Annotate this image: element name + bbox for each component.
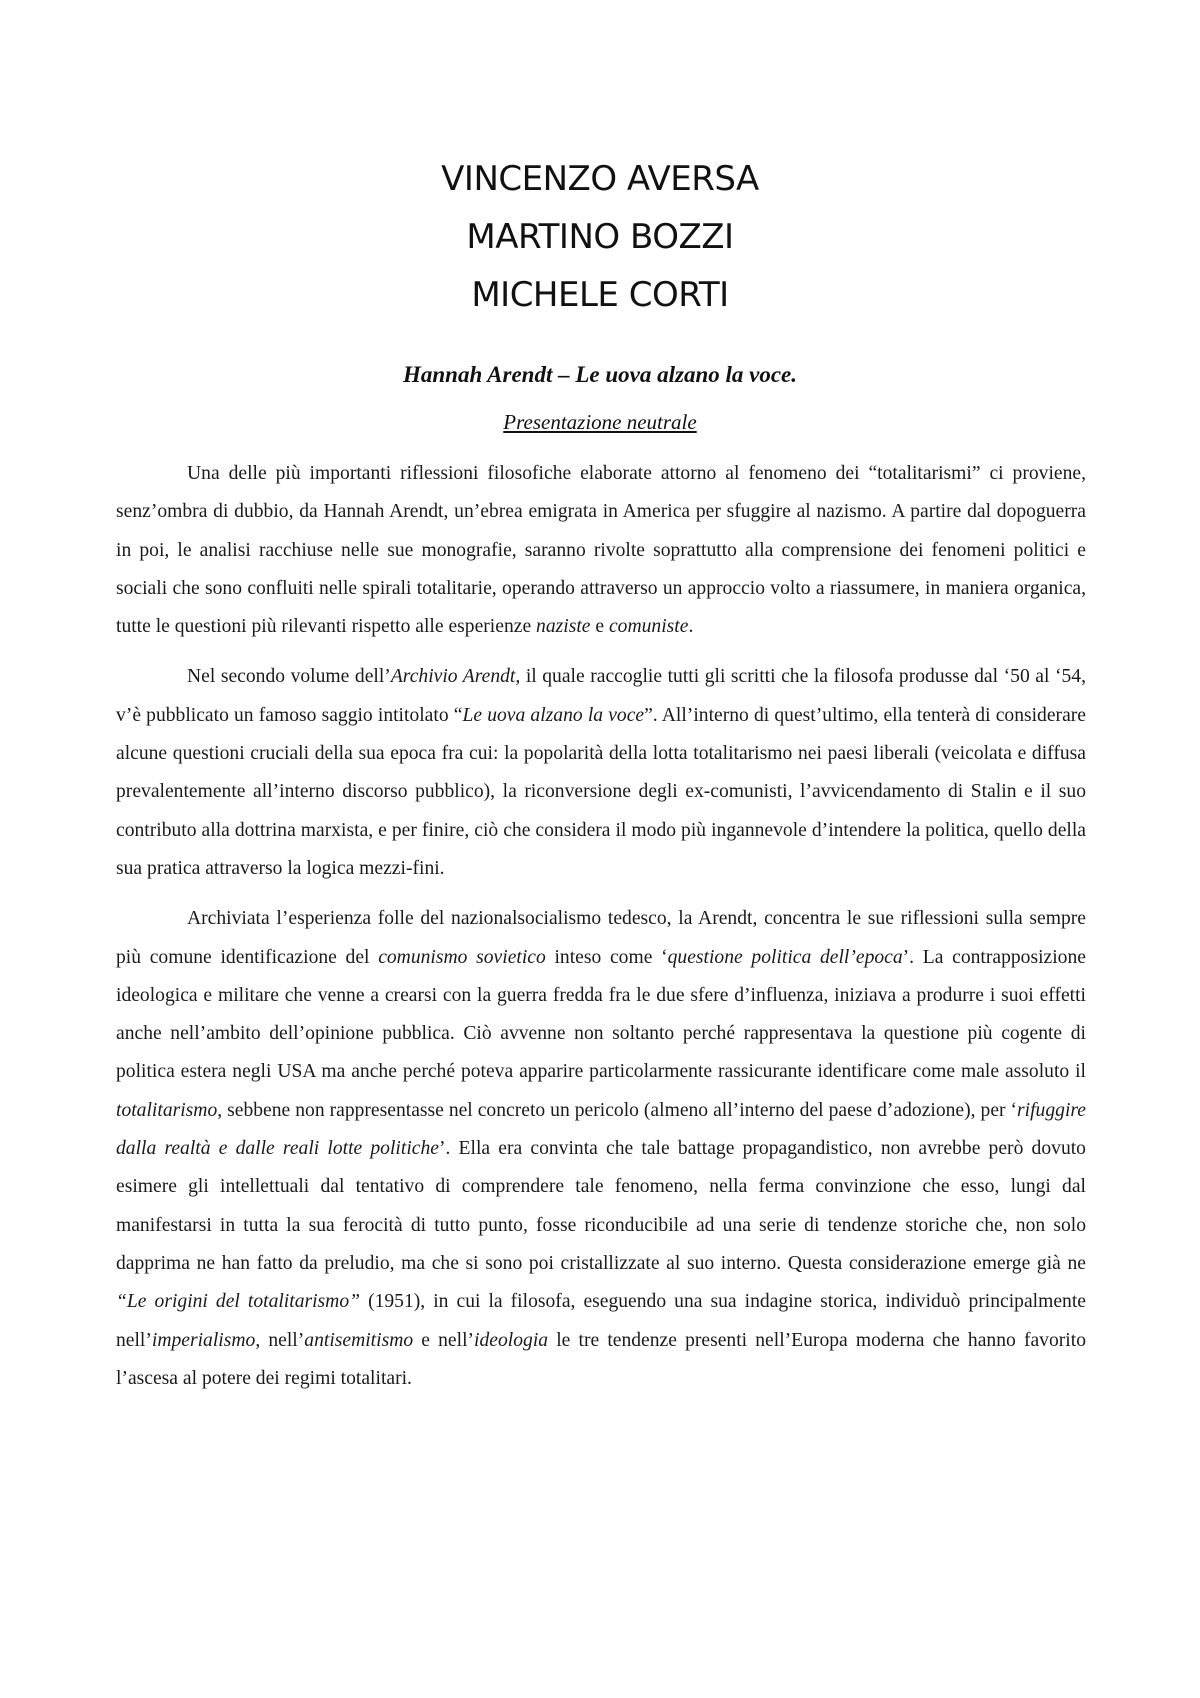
italic-run: totalitarismo [116,1099,218,1121]
text-run: (1951), in cui la filosofa, eseguendo una sua indagine storica, individuò principalmente nell’ [116,1291,1086,1351]
author-name: MARTINO BOZZI [466,217,734,257]
text-run: ”. All’interno di quest’ultimo, ella tenterà di considerare alcune questioni cruciali della sua epoca fra cui: la popolarità della lotta totalitarismo nei paesi liberali (veicolata e diffusa prevalentemente all’interno discorso pubblico), la riconversione degli ex-comunisti, l’avvicendamento di Stalin e il suo contributo alla dottrina marxista, e per finire, ciò che considera il modo più ingannevole d’intendere la politica, quello della sua pratica attraverso la logica mezzi-fini. [116,704,1086,879]
italic-run: Le uova alzano la voce [462,704,645,726]
italic-run: imperialismo [151,1329,256,1351]
text-run: le tre tendenze presenti nell’Europa moderna che hanno favorito l’ascesa al potere dei regimi totalitari. [116,1329,1086,1389]
italic-run: questione politica dell’epoca [667,946,903,968]
italic-run: ideologia [474,1329,549,1351]
italic-run: “Le origini del totalitarismo” [116,1291,361,1313]
text-run: , nell’ [255,1329,305,1351]
text-run: ’. Ella era convinta che tale battage propagandistico, non avrebbe però dovuto esimere gli intellettuali dal tentativo di comprendere tale fenomeno, nella ferma convinzione che esso, lungi dal manifestarsi in tutta la sua ferocità di tutto punto, fosse riconducibile ad una serie di tendenze storiche che, non solo dapprima ne han fatto da preludio, ma che si sono poi cristallizzate al suo interno. Questa considerazione emerge già ne [116,1138,1086,1274]
text-run: , sebbene non rappresentasse nel concreto un pericolo (almeno all’interno del paese d’adozione), per ‘ [217,1099,1018,1121]
text-run: ’. La contrapposizione ideologica e militare che venne a crearsi con la guerra fredda fra le due sfere d’influenza, iniziava a produrre i suoi effetti anche nell’ambito dell’opinione pubblica. Ciò avvenne non soltanto perché rappresentava la questione più cogente di politica estera negli USA ma anche perché poteva apparire particolarmente rassicurante identificare come male assoluto il [116,946,1086,1083]
italic-run: rifuggire dalla realtà e dalle reali lotte politiche [116,1099,1086,1160]
italic-run: comunismo sovietico [378,946,546,968]
italic-run: antisemitismo [304,1329,414,1351]
text-run: Nel secondo volume dell’ [187,666,391,688]
text-run: e [590,616,609,638]
text-run: Una delle più importanti riflessioni filosofiche elaborate attorno al fenomeno dei “totalitarismi” ci proviene, senz’ombra di dubbio, da Hannah Arendt, un’ebrea emigrata in America per sfuggire al nazismo. A partire dal dopoguerra in poi, le analisi racchiuse nelle sue monografie, saranno rivolte soprattutto alla comprensione dei fenomeni politici e sociali che sono confluiti nelle spirali totalitarie, operando attraverso un approccio volto a riassumere, in maniera organica, tutte le questioni più rilevanti rispetto alle esperienze [116,463,1086,638]
paragraph [116,455,1086,646]
author-name: MICHELE CORTI [471,275,729,315]
text-run: , il quale raccoglie tutti gli scritti che la filosofa produsse dal ‘50 al ‘54, v’è pubblicato un famoso saggio intitolato “ [116,666,1086,726]
text-run: . [688,616,694,638]
paragraph [116,658,1086,888]
text-run: e nell’ [413,1329,475,1351]
italic-run: comuniste [608,616,689,638]
author-name: VINCENZO AVERSA [441,159,759,199]
section-heading: Presentazione neutrale [503,410,697,434]
body-text [116,455,1086,1410]
paragraph [116,900,1086,1398]
text-run: inteso come ‘ [545,946,668,968]
italic-run: naziste [536,616,591,638]
author-list [0,150,1200,324]
text-run: Archiviata l’esperienza folle del nazionalsocialismo tedesco, la Arendt, concentra le sue riflessioni sulla sempre più comune identificazione del [116,908,1086,968]
document-title: Hannah Arendt – Le uova alzano la voce. [403,362,797,387]
italic-run: Archivio Arendt [390,666,516,688]
